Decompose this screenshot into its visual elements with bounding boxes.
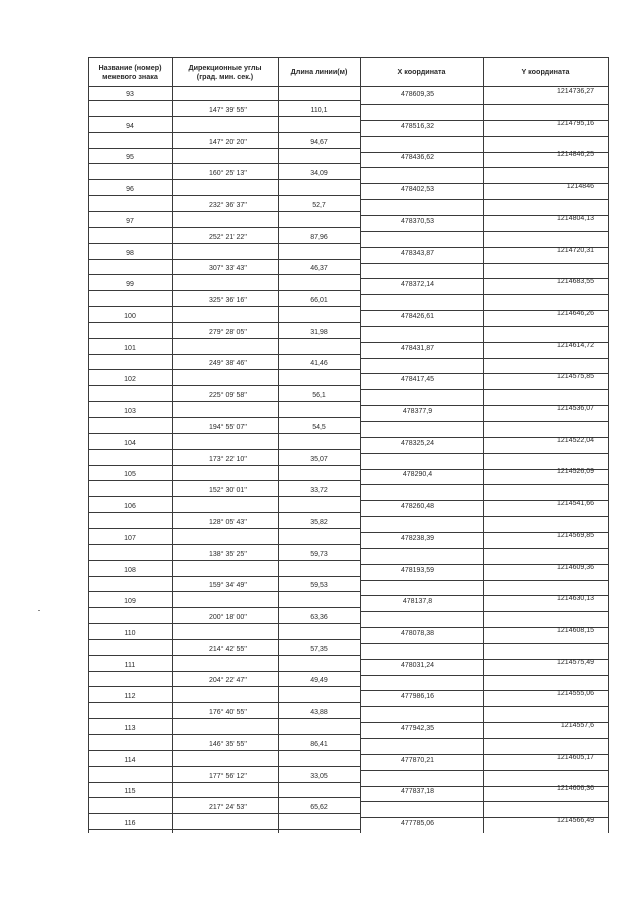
line-length: 56,1 bbox=[312, 392, 326, 399]
row-line-left bbox=[88, 354, 360, 355]
line-length: 43,88 bbox=[310, 709, 328, 716]
x-coordinate: 478343,87 bbox=[400, 250, 435, 257]
row-line-left bbox=[88, 829, 360, 830]
row-line-left bbox=[88, 385, 360, 386]
row-line-right bbox=[360, 738, 608, 739]
x-coordinate: 478417,45 bbox=[400, 376, 435, 383]
row-line-right bbox=[360, 453, 608, 454]
row-line-left bbox=[88, 449, 360, 450]
row-line-left bbox=[88, 211, 360, 212]
header-length: Длина линии(м) bbox=[290, 67, 348, 76]
row-line-left bbox=[88, 227, 360, 228]
x-coordinate: 478078,38 bbox=[400, 630, 435, 637]
column-line-5 bbox=[608, 57, 609, 833]
y-coordinate: 1214569,85 bbox=[557, 532, 594, 539]
row-line-right bbox=[360, 675, 608, 676]
row-line-left bbox=[88, 338, 360, 339]
line-length: 59,53 bbox=[310, 582, 328, 589]
direction-angle: 176° 40' 55'' bbox=[209, 709, 247, 716]
row-line-left bbox=[88, 496, 360, 497]
row-line-right bbox=[360, 484, 608, 485]
y-coordinate: 1214630,13 bbox=[557, 595, 594, 602]
x-coordinate: 477837,18 bbox=[400, 788, 435, 795]
y-coordinate: 1214683,55 bbox=[557, 278, 594, 285]
x-coordinate: 478426,61 bbox=[400, 313, 435, 320]
header-point-name-line2: межевого знака bbox=[102, 71, 158, 81]
point-name: 97 bbox=[126, 218, 134, 225]
direction-angle: 138° 35' 25'' bbox=[209, 551, 247, 558]
row-line-right bbox=[360, 326, 608, 327]
y-coordinate: 1214541,66 bbox=[557, 500, 594, 507]
y-coordinate: 1214605,17 bbox=[557, 754, 594, 761]
y-coordinate: 1214846,25 bbox=[557, 151, 594, 158]
direction-angle: 194° 55' 07'' bbox=[209, 424, 247, 431]
y-coordinate: 1214536,07 bbox=[557, 405, 594, 412]
x-coordinate: 477942,35 bbox=[400, 725, 435, 732]
y-coordinate: 1214804,13 bbox=[557, 215, 594, 222]
row-line-right bbox=[360, 294, 608, 295]
row-line-right bbox=[360, 580, 608, 581]
row-line-left bbox=[88, 734, 360, 735]
line-length: 33,72 bbox=[310, 487, 328, 494]
y-coordinate: 1214609,36 bbox=[557, 564, 594, 571]
row-line-left bbox=[88, 544, 360, 545]
row-line-left bbox=[88, 718, 360, 719]
y-coordinate: 1214566,49 bbox=[557, 817, 594, 824]
x-coordinate: 478609,35 bbox=[400, 91, 435, 98]
row-line-right bbox=[360, 136, 608, 137]
line-length: 46,37 bbox=[310, 265, 328, 272]
point-name: 108 bbox=[124, 567, 136, 574]
row-line-left bbox=[88, 576, 360, 577]
x-coordinate: 477785,06 bbox=[400, 820, 435, 827]
direction-angle: 147° 20' 20'' bbox=[209, 139, 247, 146]
line-length: 52,7 bbox=[312, 202, 326, 209]
point-name: 101 bbox=[124, 345, 136, 352]
row-line-left bbox=[88, 591, 360, 592]
direction-angle: 232° 36' 37'' bbox=[209, 202, 247, 209]
row-line-left bbox=[88, 797, 360, 798]
row-line-left bbox=[88, 671, 360, 672]
x-coordinate: 477870,21 bbox=[400, 757, 435, 764]
y-coordinate: 1214575,49 bbox=[557, 659, 594, 666]
row-line-left bbox=[88, 480, 360, 481]
row-line-right bbox=[360, 770, 608, 771]
row-line-right bbox=[360, 389, 608, 390]
row-line-left bbox=[88, 116, 360, 117]
row-line-left bbox=[88, 512, 360, 513]
point-name: 100 bbox=[124, 313, 136, 320]
direction-angle: 204° 22' 47'' bbox=[209, 677, 247, 684]
line-length: 87,96 bbox=[310, 234, 328, 241]
point-name: 111 bbox=[124, 662, 136, 669]
point-name: 98 bbox=[126, 250, 134, 257]
x-coordinate: 478193,59 bbox=[400, 567, 435, 574]
x-coordinate: 478290,4 bbox=[402, 471, 433, 478]
header-y: Y координата bbox=[521, 67, 570, 76]
line-length: 33,05 bbox=[310, 773, 328, 780]
row-line-right bbox=[360, 611, 608, 612]
header-point-name-line1: Название (номер) bbox=[98, 62, 162, 72]
row-line-left bbox=[88, 433, 360, 434]
row-line-right bbox=[360, 706, 608, 707]
column-line-3 bbox=[360, 57, 361, 833]
row-line-right bbox=[360, 801, 608, 802]
row-line-left bbox=[88, 750, 360, 751]
y-coordinate: 1214846 bbox=[566, 183, 594, 190]
direction-angle: 325° 36' 16'' bbox=[209, 297, 247, 304]
direction-angle: 146° 35' 55'' bbox=[209, 741, 247, 748]
row-line-left bbox=[88, 274, 360, 275]
direction-angle: 160° 25' 13'' bbox=[209, 170, 247, 177]
point-name: 93 bbox=[126, 91, 134, 98]
row-line-right bbox=[360, 358, 608, 359]
row-line-left bbox=[88, 148, 360, 149]
header-angle bbox=[172, 57, 278, 86]
row-line-left bbox=[88, 623, 360, 624]
row-line-left bbox=[88, 259, 360, 260]
row-line-left bbox=[88, 702, 360, 703]
x-coordinate: 477986,16 bbox=[400, 693, 435, 700]
point-name: 95 bbox=[126, 154, 134, 161]
point-name: 99 bbox=[126, 281, 134, 288]
y-coordinate: 1214720,31 bbox=[557, 247, 594, 254]
x-coordinate: 478370,53 bbox=[400, 218, 435, 225]
row-line-left bbox=[88, 465, 360, 466]
point-name: 103 bbox=[124, 408, 136, 415]
row-line-right bbox=[360, 548, 608, 549]
header-angle-line1: Дирекционные углы bbox=[188, 62, 262, 72]
x-coordinate: 478431,87 bbox=[400, 345, 435, 352]
column-line-1 bbox=[172, 57, 173, 833]
direction-angle: 307° 33' 43'' bbox=[209, 265, 247, 272]
point-name: 112 bbox=[124, 693, 136, 700]
row-line-right bbox=[360, 167, 608, 168]
row-line-left bbox=[88, 100, 360, 101]
line-length: 65,62 bbox=[310, 804, 328, 811]
x-coordinate: 478260,48 bbox=[400, 503, 435, 510]
line-length: 34,09 bbox=[310, 170, 328, 177]
row-line-left bbox=[88, 686, 360, 687]
y-coordinate: 1214608,15 bbox=[557, 627, 594, 634]
line-length: 35,82 bbox=[310, 519, 328, 526]
scan-speck bbox=[38, 610, 40, 611]
y-coordinate: 1214646,26 bbox=[557, 310, 594, 317]
row-line-left bbox=[88, 401, 360, 402]
direction-angle: 152° 30' 01'' bbox=[209, 487, 247, 494]
y-coordinate: 1214522,04 bbox=[557, 437, 594, 444]
row-line-left bbox=[88, 766, 360, 767]
row-line-left bbox=[88, 607, 360, 608]
direction-angle: 225° 09' 58'' bbox=[209, 392, 247, 399]
direction-angle: 249° 38' 46'' bbox=[209, 360, 247, 367]
column-line-4 bbox=[483, 57, 484, 833]
point-name: 94 bbox=[126, 123, 134, 130]
row-line-right bbox=[360, 199, 608, 200]
row-line-left bbox=[88, 306, 360, 307]
row-line-left bbox=[88, 290, 360, 291]
row-line-left bbox=[88, 195, 360, 196]
point-name: 110 bbox=[124, 630, 136, 637]
table-top-border bbox=[88, 57, 608, 58]
point-name: 116 bbox=[124, 820, 136, 827]
point-name: 113 bbox=[124, 725, 136, 732]
direction-angle: 217° 24' 53'' bbox=[209, 804, 247, 811]
point-name: 104 bbox=[124, 440, 136, 447]
header-angle-line2: (град. мин. сек.) bbox=[196, 71, 254, 81]
direction-angle: 252° 21' 22'' bbox=[209, 234, 247, 241]
direction-angle: 159° 34' 49'' bbox=[209, 582, 247, 589]
y-coordinate: 1214575,85 bbox=[557, 373, 594, 380]
x-coordinate: 478137,8 bbox=[402, 598, 433, 605]
x-coordinate: 478372,14 bbox=[400, 281, 435, 288]
y-coordinate: 1214555,06 bbox=[557, 690, 594, 697]
row-line-left bbox=[88, 163, 360, 164]
row-line-left bbox=[88, 528, 360, 529]
point-name: 107 bbox=[124, 535, 136, 542]
row-line-right bbox=[360, 263, 608, 264]
direction-angle: 147° 39' 55'' bbox=[209, 107, 247, 114]
y-coordinate: 1214606,36 bbox=[557, 785, 594, 792]
x-coordinate: 478325,24 bbox=[400, 440, 435, 447]
y-coordinate: 1214736,27 bbox=[557, 88, 594, 95]
line-length: 54,5 bbox=[312, 424, 326, 431]
point-name: 102 bbox=[124, 376, 136, 383]
line-length: 59,73 bbox=[310, 551, 328, 558]
line-length: 86,41 bbox=[310, 741, 328, 748]
row-line-left bbox=[88, 813, 360, 814]
row-line-left bbox=[88, 639, 360, 640]
point-name: 109 bbox=[124, 598, 136, 605]
row-line-left bbox=[88, 560, 360, 561]
row-line-right bbox=[360, 104, 608, 105]
point-name: 105 bbox=[124, 471, 136, 478]
row-line-left bbox=[88, 782, 360, 783]
x-coordinate: 478377,9 bbox=[402, 408, 433, 415]
row-line-right bbox=[360, 643, 608, 644]
line-length: 57,35 bbox=[310, 646, 328, 653]
line-length: 66,01 bbox=[310, 297, 328, 304]
row-line-right bbox=[360, 516, 608, 517]
direction-angle: 177° 56' 12'' bbox=[209, 773, 247, 780]
x-coordinate: 478238,39 bbox=[400, 535, 435, 542]
point-name: 114 bbox=[124, 757, 136, 764]
line-length: 35,07 bbox=[310, 456, 328, 463]
row-line-left bbox=[88, 322, 360, 323]
x-coordinate: 478516,32 bbox=[400, 123, 435, 130]
row-line-right bbox=[360, 421, 608, 422]
direction-angle: 128° 05' 43'' bbox=[209, 519, 247, 526]
row-line-left bbox=[88, 132, 360, 133]
x-coordinate: 478436,62 bbox=[400, 154, 435, 161]
line-length: 49,49 bbox=[310, 677, 328, 684]
y-coordinate: 1214526,09 bbox=[557, 468, 594, 475]
direction-angle: 173° 22' 10'' bbox=[209, 456, 247, 463]
line-length: 31,98 bbox=[310, 329, 328, 336]
line-length: 63,36 bbox=[310, 614, 328, 621]
row-line-left bbox=[88, 655, 360, 656]
x-coordinate: 478402,53 bbox=[400, 186, 435, 193]
y-coordinate: 1214557,6 bbox=[560, 722, 594, 729]
x-coordinate: 478031,24 bbox=[400, 662, 435, 669]
row-line-left bbox=[88, 369, 360, 370]
line-length: 41,46 bbox=[310, 360, 328, 367]
y-coordinate: 1214614,72 bbox=[557, 342, 594, 349]
row-line-left bbox=[88, 417, 360, 418]
row-line-left bbox=[88, 243, 360, 244]
point-name: 115 bbox=[124, 788, 136, 795]
y-coordinate: 1214795,16 bbox=[557, 120, 594, 127]
direction-angle: 214° 42' 55'' bbox=[209, 646, 247, 653]
direction-angle: 200° 18' 00'' bbox=[209, 614, 247, 621]
point-name: 106 bbox=[124, 503, 136, 510]
line-length: 110,1 bbox=[310, 107, 328, 114]
row-line-left bbox=[88, 179, 360, 180]
row-line-right bbox=[360, 231, 608, 232]
point-name: 96 bbox=[126, 186, 134, 193]
line-length: 94,67 bbox=[310, 139, 328, 146]
header-x: X координата bbox=[397, 67, 446, 76]
header-point-name bbox=[88, 57, 172, 86]
direction-angle: 279° 28' 05'' bbox=[209, 329, 247, 336]
